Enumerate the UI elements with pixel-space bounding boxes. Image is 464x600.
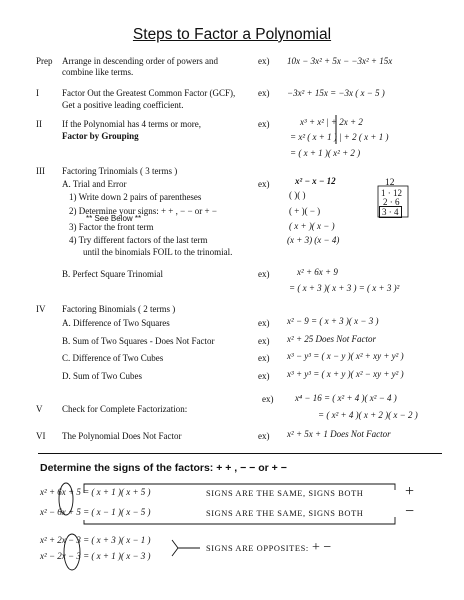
middle-term-loop-1 [59,483,73,515]
factor-pair-3: 3 · 4 [379,206,402,218]
substep-1: 1) Write down 2 pairs of parentheses [69,192,202,202]
sign-row-4-note: SIGNS ARE OPPOSITES: [206,544,309,553]
trial-work-3: ( x + )( x − ) [289,221,335,231]
prep-example: 10x − 3x² + 5x − −3x² + 15x [287,56,393,66]
ex-label: ex) [258,353,270,363]
middle-term-loop-2 [64,534,80,570]
sign-row-3-expr: x² + 2x − 3 = ( x + 3 )( x − 1 ) [40,535,151,545]
perfect-square-2: = ( x + 3 )( x + 3 ) = ( x + 3 )² [289,283,400,293]
perfect-square-1: x² + 6x + 9 [297,267,338,277]
sign-row-2-bracket [84,517,395,524]
see-below-note: ** See Below ** [86,214,142,223]
grouping-line-3: = ( x + 1 )( x² + 2 ) [290,148,361,158]
step-label-prep: Prep [36,56,53,66]
binomial-b: B. Sum of Two Squares - Does Not Factor [62,336,215,346]
ex-label: ex) [258,269,270,279]
trial-error-label: A. Trial and Error [62,179,127,189]
step-text-3: Factoring Trinomials ( 3 terms ) [62,166,178,176]
sign-row-4-expr: x² − 2x − 3 = ( x + 1 )( x − 3 ) [40,551,151,561]
opposites-brace [172,540,178,556]
ex-label: ex) [258,318,270,328]
binomial-a: A. Difference of Two Squares [62,318,170,328]
trial-work-1: ( )( ) [289,190,306,200]
ex-label: ex) [258,431,270,441]
ex-label: ex) [258,119,270,129]
substep-4b: until the binomials FOIL to the trinomial. [83,247,233,257]
binomial-a-work: x² − 9 = ( x + 3 )( x − 3 ) [287,316,379,326]
ex-label: ex) [258,88,270,98]
step-text-2-1: If the Polynomial has 4 terms or more, [62,119,201,129]
step-text-prep-2: combine like terms. [62,67,134,77]
factor-pair-2: 2 · 6 [383,197,400,207]
complete-factor-1: x⁴ − 16 = ( x² + 4 )( x² − 4 ) [295,393,397,403]
sign-row-4-sign: + − [312,540,332,555]
step-text-6: The Polynomial Does Not Factor [62,431,182,441]
factor-box [378,186,408,217]
sign-row-1-sign: + [405,483,415,500]
substep-4: 4) Try different factors of the last term [69,235,208,245]
substep-3: 3) Factor the front term [69,222,154,232]
step-text-prep-1: Arrange in descending order of powers and [62,56,218,66]
sign-row-2-sign: − [405,503,415,520]
no-factor-example: x² + 5x + 1 Does Not Factor [287,429,391,439]
perfect-square-label: B. Perfect Square Trinomial [62,269,163,279]
ex-label: ex) [258,179,270,189]
factor-box-top: 12 [385,178,395,188]
step-label-3: III [36,166,45,176]
binomials-heading: Factoring Binomials ( 2 terms ) [62,304,176,314]
complete-factor-2: = ( x² + 4 )( x + 2 )( x − 2 ) [318,410,418,420]
step-label-1: I [36,88,39,98]
grouping-line-2: = x² ( x + 1 ) | + 2 ( x + 1 ) [290,132,389,142]
binomial-d: D. Sum of Two Cubes [62,371,142,381]
ex-label: ex) [258,56,270,66]
ex-label: ex) [258,336,270,346]
gcf-example: −3x² + 15x = −3x ( x − 5 ) [287,88,385,98]
factor-pair-1: 1 · 12 [381,188,402,198]
sign-row-1-expr: x² + 6x + 5 = ( x + 1 )( x + 5 ) [40,487,151,497]
sign-row-2-note: SIGNS ARE THE SAME, SIGNS BOTH [206,509,364,518]
binomial-c-work: x³ − y³ = ( x − y )( x² + xy + y² ) [287,351,404,361]
grouping-line-1: x³ + x² | + 2x + 2 [300,117,363,127]
step-text-1-1: Factor Out the Greatest Common Factor (GCF), [62,88,236,98]
step-text-2-2: Factor by Grouping [62,131,139,141]
sign-row-1-bracket [84,484,395,493]
step-label-5: V [36,404,43,414]
sign-row-1-note: SIGNS ARE THE SAME, SIGNS BOTH [206,489,364,498]
ex-label: ex) [258,371,270,381]
step-label-6: VI [36,431,46,441]
trial-work-4: (x + 3) (x − 4) [287,235,340,245]
step-label-4: IV [36,304,46,314]
signs-heading: Determine the signs of the factors: + + , − − or + − [40,462,287,474]
sign-row-2-expr: x² − 6x + 5 = ( x − 1 )( x − 5 ) [40,507,151,517]
binomial-c: C. Difference of Two Cubes [62,353,164,363]
ex-label: ex) [262,394,274,404]
step-text-1-2: Get a positive leading coefficient. [62,100,184,110]
substep-2: 2) Determine your signs: + + , − − or + − [69,206,217,216]
step-text-5: Check for Complete Factorization: [62,404,188,414]
trial-work-2: ( + )( − ) [289,206,321,216]
page-title: Steps to Factor a Polynomial [132,26,332,43]
binomial-d-work: x³ + y³ = ( x + y )( x² − xy + y² ) [287,369,404,379]
trinomial-example: x² − x − 12 [295,176,336,186]
binomial-b-work: x² + 25 Does Not Factor [287,334,377,344]
step-label-2: II [36,119,42,129]
